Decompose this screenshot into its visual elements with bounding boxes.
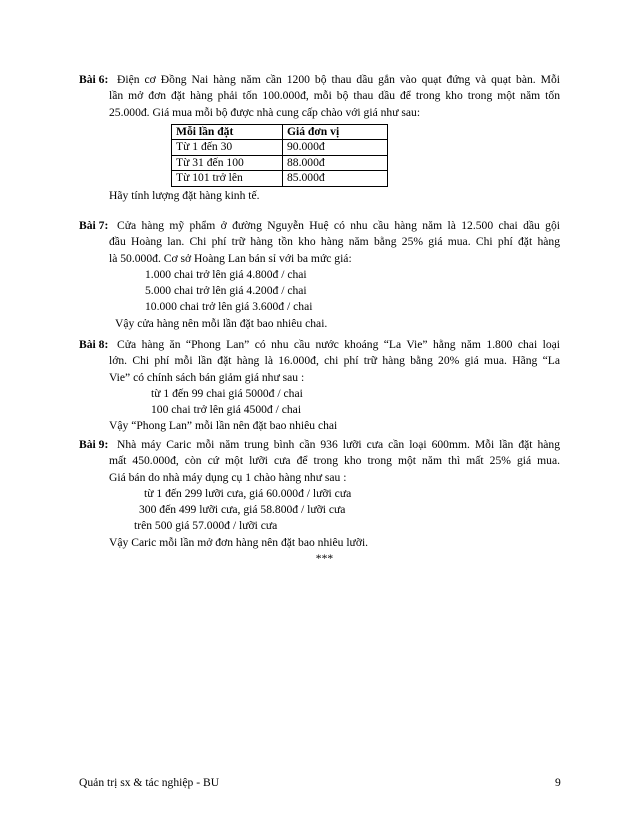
price-table-header-unit-price: Giá đơn vị <box>283 124 388 140</box>
problem-9-line-2: mất 450.000đ, còn cứ một lưỡi cưa để trong kho trong một năm thì mất 25% giá mua. <box>109 454 560 468</box>
problem-8-line-1: Cửa hàng ăn “Phong Lan” có nhu cầu nước khoáng “La Vie” hằng năm 1.800 chai loại <box>117 338 560 351</box>
price-tier: 100 chai trở lên giá 4500đ / chai <box>151 403 302 417</box>
price-table-header-row <box>172 124 388 140</box>
table-cell: 88.000đ <box>283 155 388 171</box>
problem-6-line-2: lần mở đơn đặt hàng phải tốn 100.000đ, mỗi bộ thau dầu để trong kho trong một năm tốn <box>109 89 560 103</box>
problem-7-question: Vậy cửa hàng nên mỗi lần đặt bao nhiêu chai. <box>115 316 328 330</box>
problem-9-question: Vậy Caric mỗi lần mở đơn hàng nên đặt bao nhiêu lưỡi. <box>109 535 369 549</box>
problem-6-line-1: Điện cơ Đồng Nai hàng năm cần 1200 bộ thau dầu gắn vào quạt đứng và quạt bàn. Mỗi <box>117 73 560 86</box>
page-number: 9 <box>555 776 561 789</box>
problem-9-line-1: Nhà máy Caric mỗi năm trung bình cần 936 lưỡi cưa cần loại 600mm. Mỗi lần đặt hàng <box>117 438 560 451</box>
table-row <box>172 155 388 171</box>
price-tier: 300 đến 499 lưỡi cưa, giá 58.800đ / lưỡi cưa <box>139 503 346 517</box>
problem-7-line-2: đầu Hoàng lan. Chi phí trữ hàng tồn kho hàng năm bằng 25% giá mua. Chi phí đặt hàng <box>109 235 560 249</box>
table-row <box>172 171 388 187</box>
table-cell: Từ 1 đến 30 <box>172 140 283 156</box>
problem-6-question: Hãy tính lượng đặt hàng kinh tế. <box>109 188 260 202</box>
table-cell: 85.000đ <box>283 171 388 187</box>
table-cell: Từ 101 trở lên <box>172 171 283 187</box>
table-cell: 90.000đ <box>283 140 388 156</box>
problem-7-line-1: Cửa hàng mỹ phẩm ở đường Nguyễn Huệ có nhu cầu hàng năm là 12.500 chai dầu gội <box>117 219 560 232</box>
price-tier: 5.000 chai trở lên giá 4.200đ / chai <box>145 284 307 298</box>
table-row <box>172 140 388 156</box>
problem-8-line-3: Vie” có chính sách bán giảm giá như sau : <box>109 370 305 384</box>
problem-7-label: Bài 7: <box>79 219 109 232</box>
price-tier: từ 1 đến 299 lưỡi cưa, giá 60.000đ / lưỡi cưa <box>144 486 352 500</box>
problem-9-label: Bài 9: <box>79 438 109 451</box>
problem-7-line-3: là 50.000đ. Cơ sở Hoàng Lan bán sỉ với ba mức giá: <box>109 251 352 265</box>
problem-9-line-3: Giá bán do nhà máy dụng cụ 1 chào hàng như sau : <box>109 470 347 484</box>
price-tier: từ 1 đến 99 chai giá 5000đ / chai <box>151 386 303 400</box>
problem-8-label: Bài 8: <box>79 338 109 351</box>
problem-8-question: Vậy “Phong Lan” mỗi lần nên đặt bao nhiêu chai <box>109 419 338 433</box>
price-tier: 10.000 chai trở lên giá 3.600đ / chai <box>145 300 313 314</box>
table-cell: Từ 31 đến 100 <box>172 155 283 171</box>
price-table-header-quantity: Mỗi lần đặt <box>172 124 283 140</box>
problem-8-line-2: lớn. Chi phí mỗi lần đặt hàng là 16.000đ, chi phí trữ hàng bằng 20% giá mua. Hãng “La <box>109 354 560 368</box>
footer-course-title: Quản trị sx & tác nghiệp - BU <box>79 776 220 789</box>
price-table <box>171 124 388 187</box>
price-tier: 1.000 chai trở lên giá 4.800đ / chai <box>145 267 307 281</box>
section-separator: *** <box>315 552 334 566</box>
price-tier: trên 500 giá 57.000đ / lưỡi cưa <box>134 519 278 533</box>
problem-6-line-3: 25.000đ. Giá mua mỗi bộ được nhà cung cấp chào với giá như sau: <box>109 105 421 119</box>
problem-6-label: Bài 6: <box>79 73 109 86</box>
